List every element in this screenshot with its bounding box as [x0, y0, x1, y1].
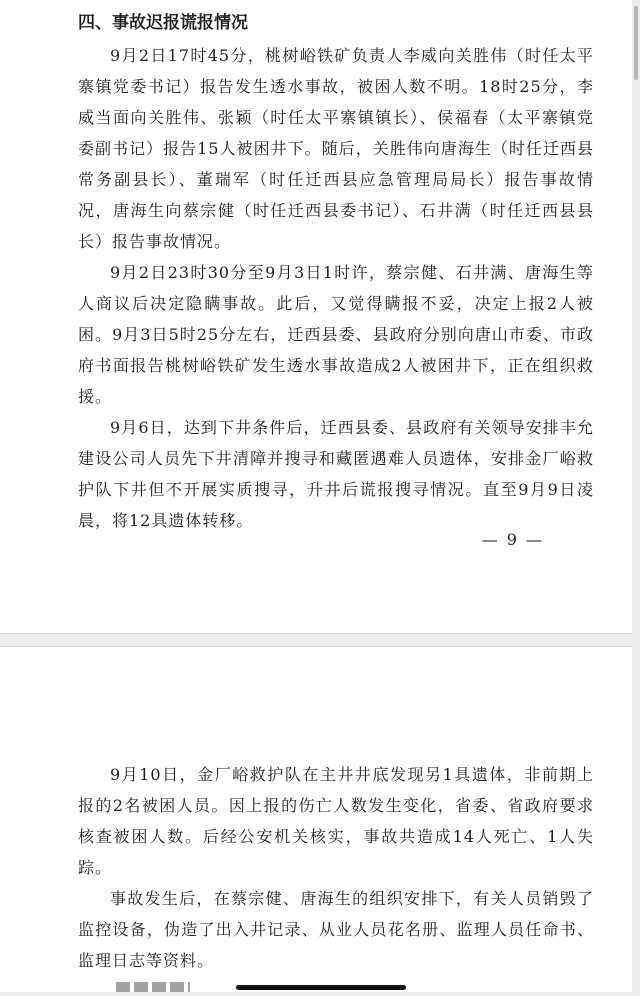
paragraph: 事故发生后，在蔡宗健、唐海生的组织安排下，有关人员销毁了监控设备，伪造了出入井记录、从业人员花名册、监理人员任命书、监理日志等资料。 — [78, 889, 594, 970]
paragraph: 9月6日，达到下井条件后，迁西县委、县政府有关领导安排丰允建设公司人员先下井清障并搜寻和藏匿遇难人员遗体，安排金厂峪救护队下井但不开展实质搜寻，升井后谎报搜寻情况。直至9月9日凌晨，将12具遗体转移。 — [78, 418, 594, 530]
cut-off-text-fragment — [116, 982, 190, 992]
cut-off-next-line — [116, 982, 416, 996]
scrollbar[interactable] — [634, 6, 638, 80]
home-indicator[interactable] — [236, 985, 406, 990]
document-page-10 — [0, 646, 632, 992]
section-heading: 四、事故迟报谎报情况 — [78, 13, 248, 33]
paragraph: 9月2日17时45分，桃树峪铁矿负责人李威向关胜伟（时任太平寨镇党委书记）报告发生透水事故，被困人数不明。18时25分，李威当面向关胜伟、张颖（时任太平寨镇镇长）、侯福春（太平寨镇党委副书记）报告15人被困井下。随后，关胜伟向唐海生（时任迁西县常务副县长）、董瑞军（时任迁西县应急管理局局长）报告事故情况，唐海生向蔡宗健（时任迁西县委书记）、石井满（时任迁西县县长）报告事故情况。 — [78, 46, 594, 251]
paragraph: 9月10日，金厂峪救护队在主井井底发现另1具遗体，非前期上报的2名被困人员。因上报的伤亡人数发生变化，省委、省政府要求核查被困人数。后经公安机关核实，事故共造成14人死亡、1人失踪。 — [78, 765, 594, 877]
page-number: — 9 — — [481, 530, 544, 549]
paragraph: 9月2日23时30分至9月3日1时许，蔡宗健、石井满、唐海生等人商议后决定隐瞒事故。此后，又觉得瞒报不妥，决定上报2人被困。9月3日5时25分左右，迁西县委、县政府分别向唐山市委、市政府书面报告桃树峪铁矿发生透水事故造成2人被困井下，正在组织救援。 — [78, 263, 594, 406]
